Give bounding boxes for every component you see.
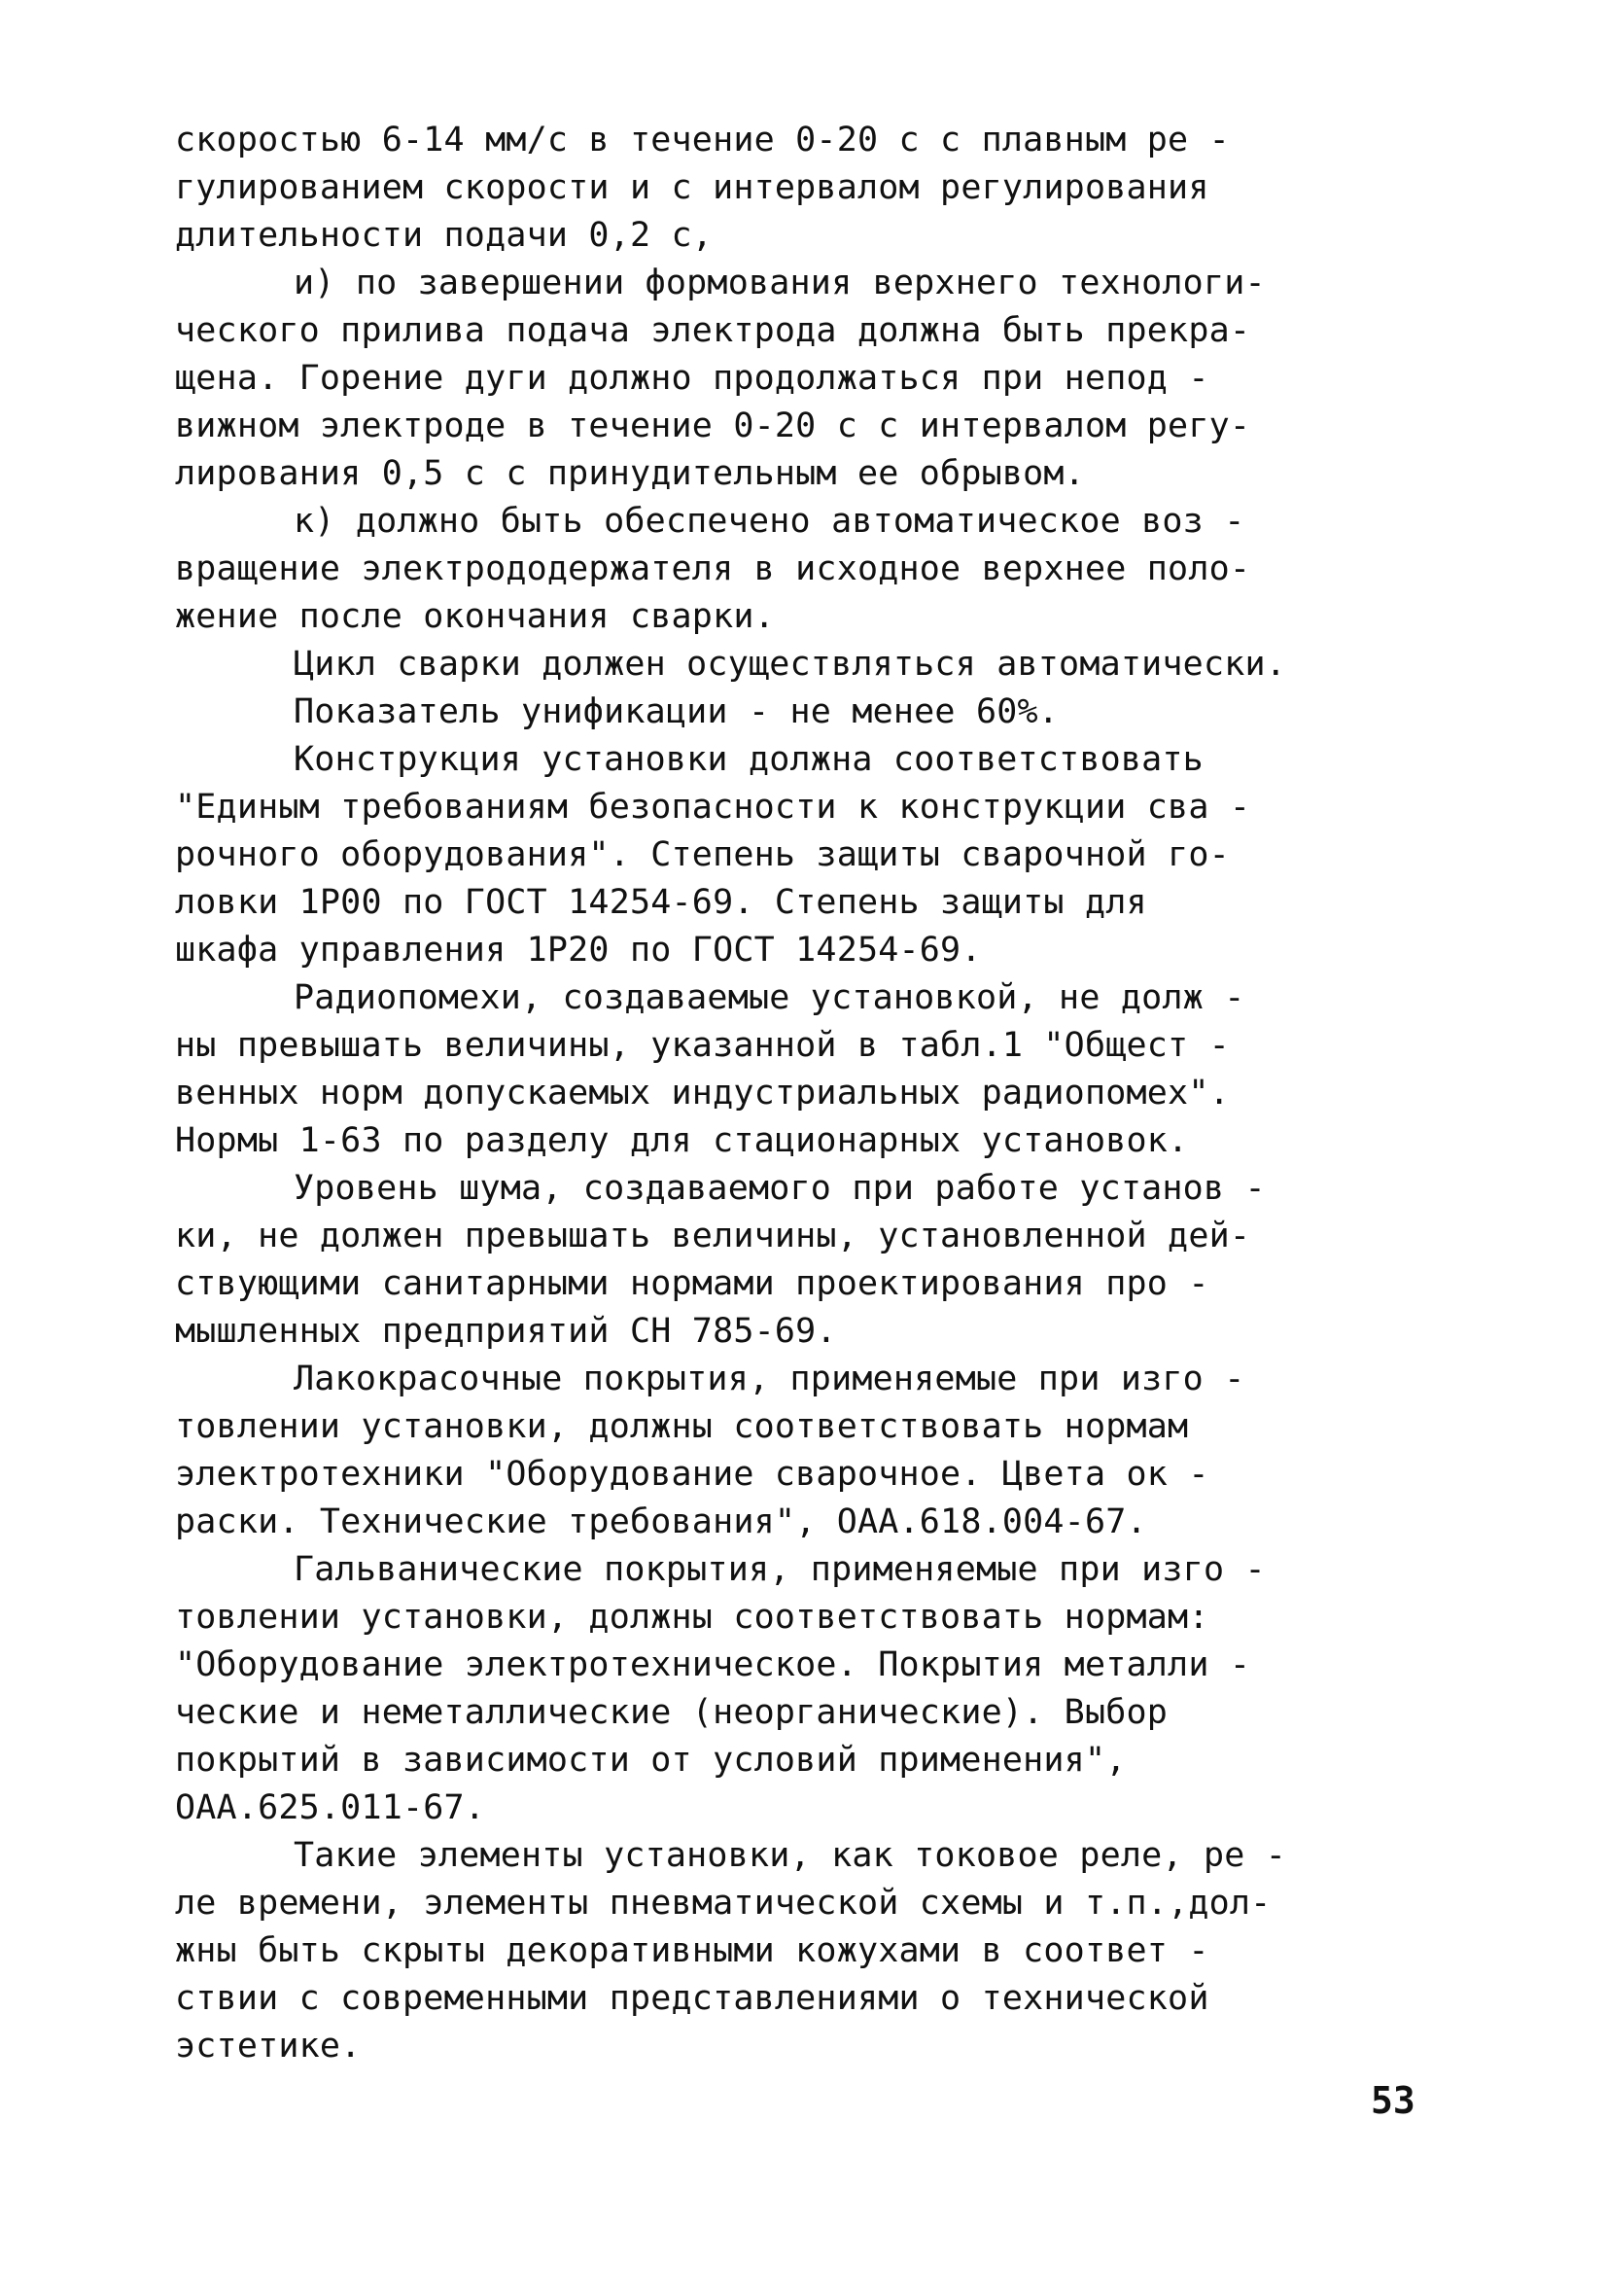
text-line: венных норм допускаемых индустриальных радиопомех". xyxy=(175,1074,1230,1113)
text-line: ловки 1Р00 по ГОСТ 14254-69. Степень защиты для xyxy=(175,883,1147,922)
text-line: ствующими санитарными нормами проектирования про - xyxy=(175,1264,1209,1303)
text-line: ны превышать величины, указанной в табл.1 "Общест - xyxy=(175,1026,1230,1065)
text-line: Конструкция установки должна соответствовать xyxy=(294,740,1204,779)
text-line: ле времени, элементы пневматической схемы и т.п.,дол- xyxy=(175,1884,1272,1923)
text-line: вижном электроде в течение 0-20 с с интервалом регу- xyxy=(175,406,1251,445)
text-line: раски. Технические требования", ОАА.618.004-67. xyxy=(175,1502,1147,1541)
text-line: мышленных предприятий СН 785-69. xyxy=(175,1312,837,1351)
text-line: гулированием скорости и с интервалом регулирования xyxy=(175,168,1209,207)
text-line: ческого прилива подача электрода должна быть прекра- xyxy=(175,311,1251,350)
text-line: жны быть скрыты декоративными кожухами в соответ - xyxy=(175,1931,1209,1970)
text-line: лирования 0,5 с с принудительным ее обрывом. xyxy=(175,454,1085,493)
text-line: скоростью 6-14 мм/с в течение 0-20 с с плавным ре - xyxy=(175,121,1230,159)
text-line: "Оборудование электротехническое. Покрытия металли - xyxy=(175,1645,1251,1684)
text-line: Радиопомехи, создаваемые установкой, не долж - xyxy=(294,978,1245,1017)
text-line: Нормы 1-63 по разделу для стационарных установок. xyxy=(175,1121,1189,1160)
text-line: "Единым требованиям безопасности к конструкции сва - xyxy=(175,788,1251,827)
text-line: эстетике. xyxy=(175,2027,362,2066)
text-line: и) по завершении формования верхнего технологи- xyxy=(294,264,1266,302)
text-line: Лакокрасочные покрытия, применяемые при изго - xyxy=(294,1360,1245,1398)
text-line: Уровень шума, создаваемого при работе установ - xyxy=(294,1169,1266,1208)
text-line: щена. Горение дуги должно продолжаться при непод - xyxy=(175,359,1209,398)
text-line: электротехники "Оборудование сварочное. Цвета ок - xyxy=(175,1455,1209,1494)
body-text xyxy=(175,117,1439,2070)
text-line: покрытий в зависимости от условий применения", xyxy=(175,1741,1127,1780)
text-line: Цикл сварки должен осуществляться автоматически. xyxy=(294,645,1287,684)
text-line: Показатель унификации - не менее 60%. xyxy=(294,692,1060,731)
text-line: вращение электрододержателя в исходное верхнее поло- xyxy=(175,549,1251,588)
text-line: ОАА.625.011-67. xyxy=(175,1788,486,1827)
text-line: рочного оборудования". Степень защиты сварочной го- xyxy=(175,835,1230,874)
text-line: ческие и неметаллические (неорганические). Выбор xyxy=(175,1693,1169,1732)
text-line: ки, не должен превышать величины, установленной дей- xyxy=(175,1217,1251,1255)
text-line: длительности подачи 0,2 с, xyxy=(175,216,714,255)
text-line: Такие элементы установки, как токовое реле, ре - xyxy=(294,1836,1287,1875)
text-line: шкафа управления 1Р20 по ГОСТ 14254-69. xyxy=(175,931,982,970)
text-line: к) должно быть обеспечено автоматическое воз - xyxy=(294,502,1245,541)
text-line: товлении установки, должны соответствовать нормам: xyxy=(175,1598,1209,1637)
text-line: Гальванические покрытия, применяемые при изго - xyxy=(294,1550,1266,1589)
text-line: товлении установки, должны соответствовать нормам xyxy=(175,1407,1189,1446)
text-line: жение после окончания сварки. xyxy=(175,597,775,636)
text-line: ствии с современными представлениями о технической xyxy=(175,1979,1209,2018)
page-number: 53 xyxy=(1371,2079,1415,2122)
